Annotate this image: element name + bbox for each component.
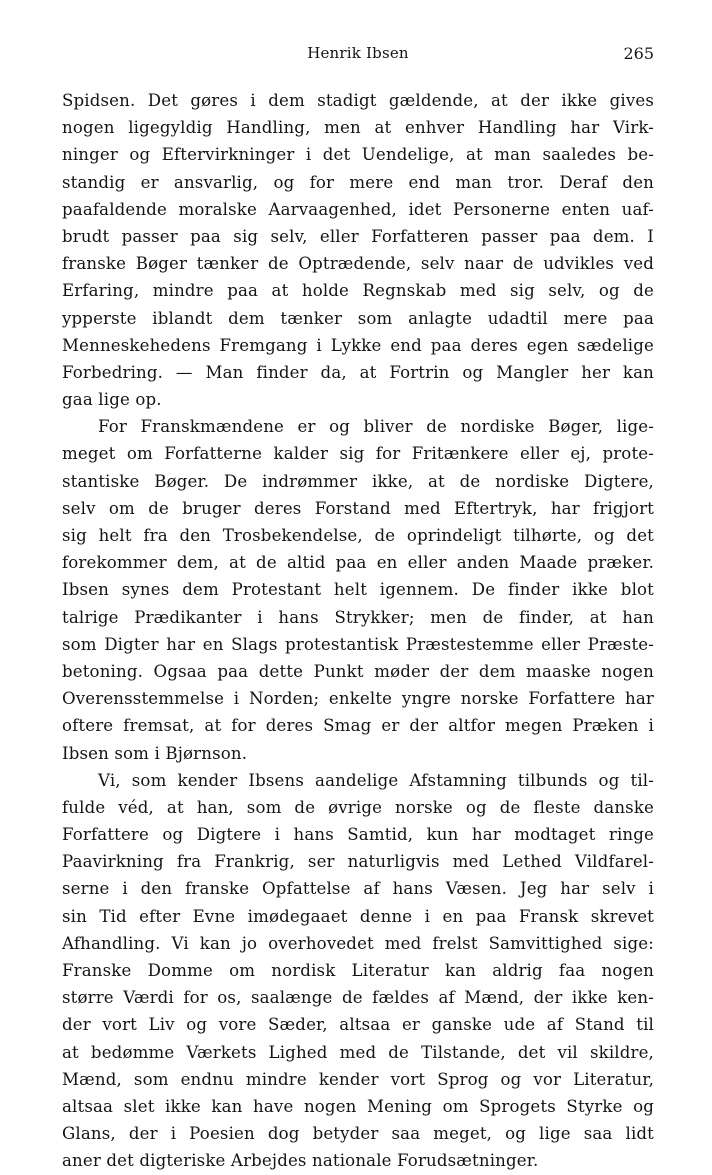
text-line: standig er ansvarlig, og for mere end man tror. Deraf den [62,172,654,192]
text-line: forekommer dem, at de altid paa en eller anden Maade præker. [62,553,654,573]
text-line: Forfattere og Digtere i hans Samtid, kun har modtaget ringe [62,825,654,845]
text-line: selv om de bruger deres Forstand med Eftertryk, har frigjort [62,498,654,518]
text-line: større Værdi for os, saalænge de fældes af Mænd, der ikke ken- [62,988,654,1008]
text-line: Menneskehedens Fremgang i Lykke end paa deres egen sædelige [62,335,654,355]
text-line: betoning. Ogsaa paa dette Punkt møder der dem maaske nogen [62,661,654,681]
text-line: Spidsen. Det gøres i dem stadigt gældende, at der ikke gives [62,91,654,110]
text-line: talrige Prædikanter i hans Strykker; men de finder, at han [62,607,654,627]
text-line: Vi, som kender Ibsens aandelige Afstamning tilbunds og til- [98,770,654,790]
running-title: Henrik Ibsen [307,44,409,62]
text-line: stantiske Bøger. De indrømmer ikke, at de nordiske Digtere, [62,471,654,491]
text-line: Ibsen synes dem Protestant helt igennem. De finder ikke blot [62,580,654,600]
text-line: Forbedring. — Man finder da, at Fortrin og Mangler her kan [62,362,654,382]
text-line: Ibsen som i Bjørnson. [62,743,248,763]
body-text [62,87,654,1175]
text-line: Mænd, som endnu mindre kender vort Sprog og vor Literatur, [62,1069,654,1089]
text-line: sin Tid efter Evne imødegaaet denne i en paa Fransk skrevet [62,906,654,926]
text-line: Overensstemmelse i Norden; enkelte yngre norske Forfattere har [62,689,654,709]
text-line: Paavirkning fra Frankrig, ser naturligvis med Lethed Vildfarel- [62,852,654,872]
text-line: ypperste iblandt dem tænker som anlagte udadtil mere paa [62,308,654,328]
running-head [62,44,654,66]
text-line: Erfaring, mindre paa at holde Regnskab med sig selv, og de [62,281,654,301]
text-line: fulde véd, at han, som de øvrige norske og de fleste danske [62,797,654,817]
text-line: For Franskmændene er og bliver de nordiske Bøger, lige- [98,417,654,437]
text-line: altsaa slet ikke kan have nogen Mening om Sprogets Styrke og [62,1096,654,1116]
text-line: meget om Forfatterne kalder sig for Fritænkere eller ej, prote- [62,444,654,464]
text-line: Franske Domme om nordisk Literatur kan aldrig faa nogen [62,961,654,980]
text-line: serne i den franske Opfattelse af hans Væsen. Jeg har selv i [62,879,654,899]
text-line: at bedømme Værkets Lighed med de Tilstande, det vil skildre, [62,1042,654,1062]
text-line: nogen ligegyldig Handling, men at enhver Handling har Virk- [62,118,654,138]
text-line: aner det digteriske Arbejdes nationale Forudsætninger. [62,1151,539,1171]
text-line: sig helt fra den Trosbekendelse, de oprindeligt tilhørte, og det [62,526,654,545]
text-line: paafaldende moralske Aarvaagenhed, idet Personerne enten uaf- [62,199,654,219]
text-line: brudt passer paa sig selv, eller Forfatteren passer paa dem. I [62,226,654,246]
text-line: oftere fremsat, at for deres Smag er der altfor megen Præken i [62,716,654,736]
text-line: franske Bøger tænker de Optrædende, selv naar de udvikles ved [62,254,654,274]
text-line: gaa lige op. [62,390,162,410]
text-line: som Digter har en Slags protestantisk Præstestemme eller Præste- [62,634,654,654]
text-line: der vort Liv og vore Sæder, altsaa er ganske ude af Stand til [62,1015,654,1035]
text-line: ninger og Eftervirkninger i det Uendelige, at man saaledes be- [62,145,654,165]
page-number: 265 [623,44,654,63]
text-line: Afhandling. Vi kan jo overhovedet med frelst Samvittighed sige: [62,933,654,953]
text-line: Glans, der i Poesien dog betyder saa meget, og lige saa lidt [62,1124,654,1144]
